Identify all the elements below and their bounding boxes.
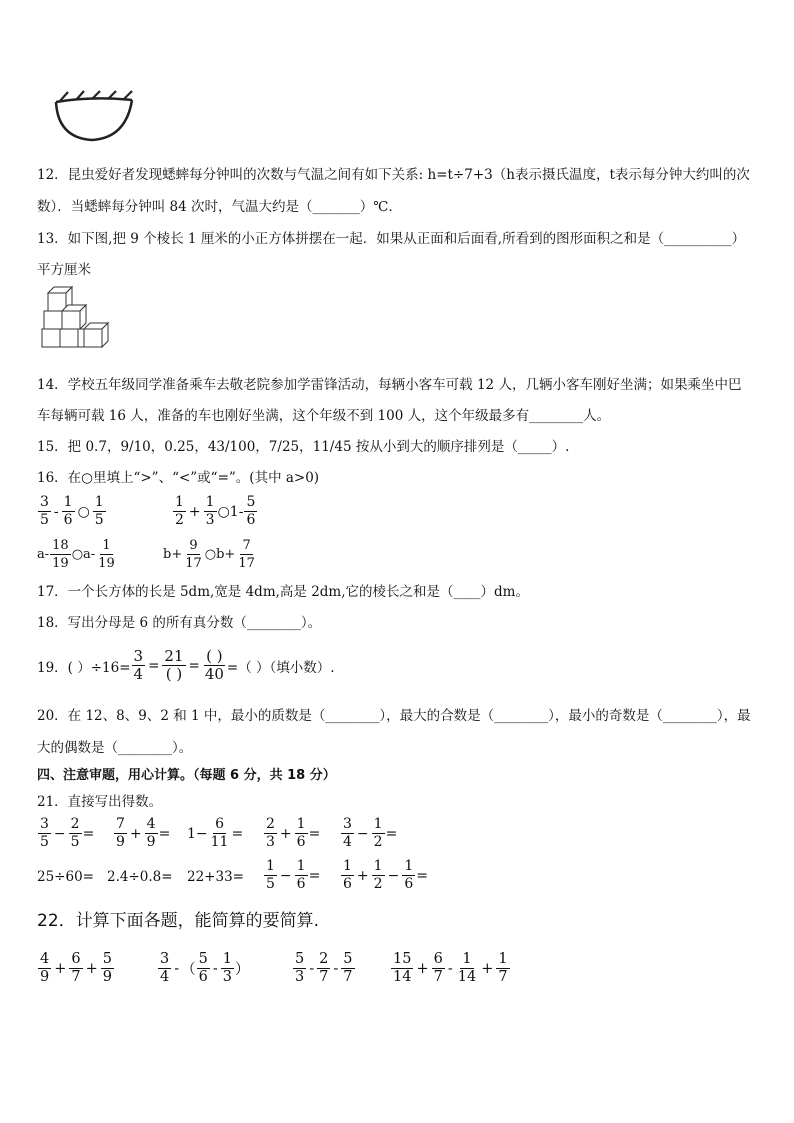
q22-title: 22．计算下面各题，能简算的要简算. (37, 911, 320, 931)
denominator: 40 (204, 665, 224, 683)
operator: + (356, 867, 369, 884)
left-paren: （ (181, 962, 196, 978)
q21-title: 21．直接写出得数。 (37, 794, 163, 810)
denominator: 19 (98, 556, 115, 571)
numerator: 9 (189, 538, 198, 553)
q21-r1-c1 (37, 816, 94, 851)
numerator: 1 (296, 858, 306, 874)
numerator: 1 (175, 494, 184, 510)
compare-circle[interactable]: ○ (204, 547, 217, 562)
numerator: 2 (319, 951, 329, 967)
operator: - (212, 960, 218, 977)
denominator: 9 (40, 969, 50, 985)
q16-expr2 (172, 494, 258, 529)
denominator-blank[interactable]: ( ) (165, 665, 183, 683)
operator: − (356, 825, 369, 842)
denominator: 19 (52, 556, 69, 571)
q18: 18．写出分母是 6 的所有真分数（________）。 (37, 615, 322, 631)
denominator: 17 (238, 556, 255, 571)
operator: + (279, 825, 292, 842)
equals: = (231, 825, 244, 842)
numerator: 5 (343, 951, 353, 967)
denominator: 5 (40, 512, 49, 528)
numerator: 1 (63, 494, 73, 510)
q16-expr1 (37, 494, 107, 529)
q21-r1-c3 (187, 816, 243, 851)
denominator: 6 (198, 969, 208, 985)
numerator: 2 (70, 816, 80, 832)
numerator: 3 (40, 494, 49, 510)
operator: + (54, 960, 67, 977)
operand: b+ (216, 547, 236, 562)
numerator: 1 (102, 538, 111, 553)
numerator: 4 (40, 951, 50, 967)
operator: + (85, 960, 98, 977)
equals: = (148, 657, 160, 674)
q22-expr1 (37, 951, 115, 986)
denominator: 4 (160, 969, 170, 985)
q21-r2-c3: 22+33= (187, 869, 244, 885)
denominator: 7 (433, 969, 443, 985)
numerator: 1 (343, 858, 352, 874)
compare-circle[interactable]: ○ (71, 547, 84, 562)
denominator: 6 (296, 876, 306, 892)
operator: − (279, 867, 292, 884)
numerator-blank[interactable]: ( ) (206, 647, 223, 665)
numerator: 4 (146, 816, 156, 832)
compare-circle[interactable]: ○ (217, 503, 230, 520)
numerator: 2 (266, 816, 275, 832)
q21-r2-c2: 2.4÷0.8= (107, 869, 173, 885)
denominator: 3 (295, 969, 305, 985)
denominator: 3 (222, 969, 233, 985)
denominator: 2 (175, 512, 184, 528)
q19-suffix: =（ ）（填小数）. (226, 659, 335, 676)
numerator: 1 (404, 858, 414, 874)
numerator: 1 (222, 951, 233, 967)
denominator: 5 (70, 834, 80, 850)
equals: = (188, 657, 200, 674)
denominator: 7 (71, 969, 81, 985)
operator: - (174, 960, 180, 977)
q17: 17．一个长方体的长是 5dm,宽是 4dm,高是 2dm,它的棱长之和是（____）dm。 (37, 584, 529, 600)
numerator: 1 (296, 816, 306, 832)
operator: + (188, 503, 201, 520)
denominator: 7 (319, 969, 329, 985)
denominator: 14 (393, 969, 412, 985)
denominator: 6 (246, 512, 256, 528)
equals: = (416, 867, 428, 884)
operand: a- (83, 547, 96, 562)
operator: - (447, 960, 453, 977)
equals: = (158, 825, 171, 842)
q14-line1: 14．学校五年级同学准备乘车去敬老院参加学雷锋活动，每辆小客车可载 12 人，几辆小客车刚好坐满；如果乘坐中巴 (37, 377, 742, 393)
right-paren: ） (235, 962, 250, 978)
q20-line2: 大的偶数是（________）。 (37, 740, 193, 756)
numerator: 1 (498, 951, 508, 967)
q12-line1: 12．昆虫爱好者发现蟋蟀每分钟叫的次数与气温之间有如下关系: h=t÷7+3（h表示摄氏温度，t表示每分钟大约叫的次 (37, 167, 750, 183)
operator: - (333, 960, 339, 977)
denominator: 6 (63, 512, 73, 528)
operator: + (129, 825, 142, 842)
numerator: 15 (393, 951, 412, 967)
denominator: 17 (185, 556, 202, 571)
q21-r1-c4 (263, 816, 320, 851)
numerator: 6 (433, 951, 443, 967)
operator: - (309, 960, 315, 977)
q21-r1-c2 (113, 816, 170, 851)
numerator: 3 (343, 816, 352, 832)
denominator: 2 (373, 834, 383, 850)
operand: b+ (163, 547, 183, 562)
denominator: 6 (404, 876, 414, 892)
operator: - (53, 503, 59, 520)
denominator: 7 (498, 969, 508, 985)
denominator: 11 (210, 834, 229, 850)
equals: = (82, 825, 95, 842)
numerator: 7 (242, 538, 251, 553)
numerator: 1 (373, 816, 383, 832)
denominator: 4 (133, 665, 144, 683)
numerator: 7 (116, 816, 125, 832)
denominator: 9 (102, 969, 113, 985)
denominator: 3 (266, 834, 275, 850)
operand: 1- (229, 503, 244, 520)
denominator: 6 (296, 834, 306, 850)
denominator: 9 (146, 834, 156, 850)
q20-line1: 20．在 12、8、9、2 和 1 中，最小的质数是（________），最大的合数是（________），最小的奇数是（________），最 (37, 708, 751, 724)
numerator: 5 (295, 951, 305, 967)
denominator: 3 (205, 512, 215, 528)
bowl-figure (48, 90, 138, 145)
q22-expr2 (157, 951, 250, 986)
equals: = (308, 825, 321, 842)
denominator: 9 (116, 834, 125, 850)
numerator: 18 (52, 538, 69, 553)
denominator: 5 (266, 876, 275, 892)
q19 (37, 648, 335, 683)
numerator: 6 (71, 951, 81, 967)
q14-line2: 车每辆可载 16 人，准备的车也刚好坐满，这个年级不到 100 人，这个年级最多有________人。 (37, 408, 611, 424)
denominator: 7 (343, 969, 353, 985)
compare-circle[interactable]: ○ (77, 503, 90, 520)
q16-expr3 (37, 537, 118, 572)
q16-text: 16．在○里填上“>”、“<”或“=”。(其中 a>0) (37, 470, 320, 486)
q21-r2-c1: 25÷60= (37, 869, 94, 885)
numerator: 3 (40, 816, 49, 832)
operand: 1− (187, 825, 208, 842)
q12-line2: 数）．当蟋蟀每分钟叫 84 次时，气温大约是（_______）℃. (37, 199, 393, 215)
denominator: 2 (373, 876, 383, 892)
denominator: 6 (343, 876, 352, 892)
q21-r2-c5 (340, 858, 428, 893)
q13-line2: 平方厘米 (37, 262, 91, 278)
numerator: 3 (160, 951, 170, 967)
numerator: 1 (266, 858, 275, 874)
operator: − (387, 867, 400, 884)
q15: 15．把 0.7，9/10，0.25，43/100，7/25，11/45 按从小到大的顺序排列是（_____）. (37, 439, 570, 455)
operand: a- (37, 547, 50, 562)
operator: + (416, 960, 429, 977)
denominator: 14 (457, 969, 477, 985)
denominator: 5 (94, 512, 104, 528)
q16-expr4 (163, 537, 258, 572)
numerator: 1 (205, 494, 215, 510)
q13-line1: 13．如下图,把 9 个棱长 1 厘米的小正方体拼摆在一起．如果从正面和后面看,所看到的图形面积之和是（__________） (37, 231, 746, 247)
equals: = (308, 867, 321, 884)
q22-expr3 (292, 951, 356, 986)
q21-r2-c4 (263, 858, 320, 893)
numerator: 1 (462, 951, 472, 967)
numerator: 5 (198, 951, 208, 967)
numerator: 1 (373, 858, 383, 874)
denominator: 5 (40, 834, 49, 850)
q21-r1-c5 (340, 816, 397, 851)
q22-expr4 (390, 951, 511, 986)
numerator: 21 (164, 647, 184, 665)
numerator: 5 (246, 494, 256, 510)
cube-stack-figure (40, 285, 115, 360)
denominator: 4 (343, 834, 352, 850)
numerator: 5 (102, 951, 113, 967)
operator: + (481, 960, 494, 977)
q19-prefix: 19．( ）÷16= (37, 659, 131, 676)
section-4-heading: 四、注意审题，用心计算。（每题 6 分，共 18 分） (37, 768, 336, 783)
numerator: 3 (133, 647, 144, 665)
operator: − (53, 825, 66, 842)
equals: = (385, 825, 398, 842)
numerator: 1 (94, 494, 104, 510)
numerator: 6 (215, 816, 225, 832)
